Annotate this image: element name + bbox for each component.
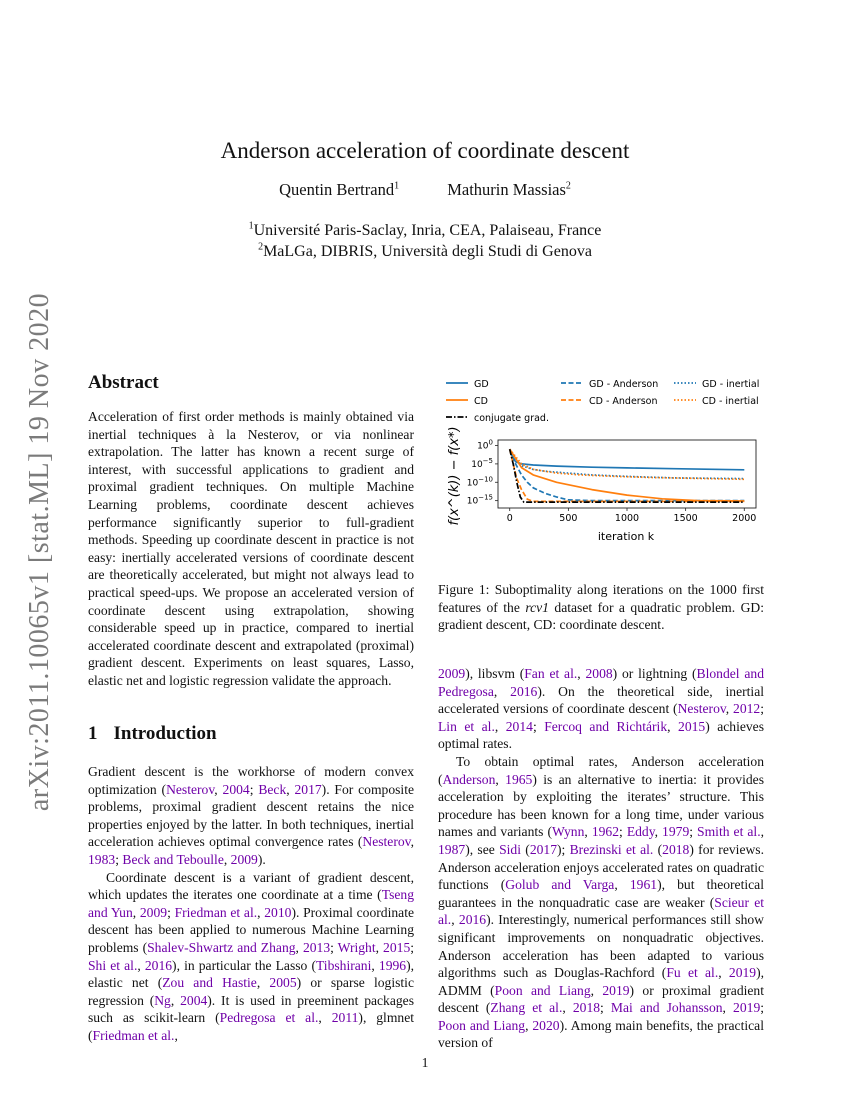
section-heading-introduction: 1 Introduction <box>88 723 217 744</box>
series-line-gd-inertial <box>510 449 745 478</box>
citation-link[interactable]: 2005 <box>269 975 297 991</box>
citation-link[interactable]: 2015 <box>678 718 706 734</box>
citation-link[interactable]: 2004 <box>180 992 208 1008</box>
author-2: Mathurin Massias$^2$ <box>447 180 571 199</box>
citation-link[interactable]: Friedman et al. <box>174 904 258 920</box>
paragraph-text: , <box>525 1017 533 1033</box>
citation-link[interactable]: 2018 <box>662 841 690 857</box>
citation-link[interactable]: 1965 <box>505 771 533 787</box>
citation-link[interactable]: 1987 <box>438 841 466 857</box>
legend-label-conjugate-grad: conjugate grad. <box>474 413 549 424</box>
citation-link[interactable]: Eddy <box>626 824 655 840</box>
paragraph-text: ). It is used in preeminent packages such as scikit-learn ( <box>88 992 415 1026</box>
series-line-cd-anderson <box>510 449 745 501</box>
paragraph-text: ) is an alternative to inertia: it provides acceleration by exploiting the iterates’ structure. This procedure has been known for a long time, under various names and variants ( <box>438 771 765 840</box>
paragraph-text: ). On the theoretical side, inertial accelerated versions of coordinate descent ( <box>438 683 765 717</box>
right-paragraph-2 <box>438 753 764 1052</box>
citation-link[interactable]: 2017 <box>529 841 557 857</box>
citation-link[interactable]: 1983 <box>88 851 116 867</box>
right-column-body <box>438 665 764 1052</box>
affiliation-2: $^2$MaLGa, DIBRIS, Università degli Studi di Genova <box>258 241 592 260</box>
paragraph-text: , <box>295 939 303 955</box>
citation-link[interactable]: Shalev-Shwartz and Zhang <box>147 939 296 955</box>
x-tick-label: 1000 <box>614 513 640 524</box>
paragraph-text: ) or proximal gradient descent ( <box>438 982 765 1016</box>
citation-link[interactable]: 2019 <box>733 1000 761 1016</box>
plot-frame <box>498 440 756 508</box>
legend-label-gd-inertial: GD - inertial <box>702 379 760 390</box>
citation-link[interactable]: Golub and Varga <box>505 877 615 893</box>
arxiv-identifier <box>20 282 60 822</box>
citation-link[interactable]: Ng <box>154 992 171 1008</box>
figure-1-caption: Figure 1: Suboptimality along iterations on the 1000 first features of the rcv1 dataset for a quadratic problem. GD: gradient descent, CD: coordinate descent. <box>438 582 764 633</box>
paragraph-text: ; <box>532 718 545 734</box>
y-tick-label: $10^0$ <box>477 438 493 452</box>
paragraph-text: ; <box>115 851 123 867</box>
legend-label-gd-anderson: GD - Anderson <box>589 379 659 390</box>
paragraph-text: ) or sparse logistic regression ( <box>88 975 414 1008</box>
citation-link[interactable]: Nesterov <box>166 781 215 797</box>
paragraph-text: ), ADMM ( <box>438 965 765 998</box>
legend-label-gd: GD <box>474 379 489 390</box>
author-list <box>0 180 850 200</box>
series-line-gd <box>510 449 745 470</box>
paragraph-text: , <box>170 992 181 1008</box>
legend-label-cd-inertial: CD - inertial <box>702 396 759 407</box>
citation-link[interactable]: Shi et al. <box>88 957 138 973</box>
x-axis-label: iteration k <box>597 530 655 543</box>
citation-link[interactable]: 2019 <box>728 965 757 981</box>
paragraph-text: ), but theoretical guarantees in the nonquadratic case are weaker ( <box>438 877 764 910</box>
paragraph-text: ), libsvm ( <box>465 666 525 681</box>
paragraph-text: , <box>718 965 729 981</box>
paragraph-text: , <box>286 781 295 797</box>
paragraph-text: , <box>174 1027 178 1043</box>
citation-link[interactable]: Zou and Hastie <box>162 975 257 991</box>
paragraph-text: , <box>562 1000 573 1016</box>
plot-area <box>467 439 757 524</box>
paragraph-text: Coordinate descent is a variant of gradient descent, which updates the iterates one coordinate at a time ( <box>88 869 414 903</box>
series-line-cd-inertial <box>510 449 745 479</box>
paragraph-text: ; <box>330 939 338 955</box>
paragraph-text: ; <box>249 781 259 797</box>
citation-link[interactable]: Blondel and Pedregosa <box>438 666 765 699</box>
citation-link[interactable]: 1996 <box>378 957 407 973</box>
x-tick-label: 0 <box>506 513 513 524</box>
paragraph-text: ; <box>619 824 627 840</box>
paragraph-text: ). Proximal coordinate descent has been applied to numerous Machine Learning problems ( <box>88 904 415 955</box>
x-tick-label: 1500 <box>673 513 698 524</box>
citation-link[interactable]: Zhang et al. <box>490 1000 563 1016</box>
paragraph-text: ). Interestingly, numerical performances still show significant improvements on nonquadratic objectives. Anderson acceleration has been adapted to various algorithms such as Douglas-Rachford ( <box>438 912 764 981</box>
citation-link[interactable]: Tseng and Yun <box>88 887 414 920</box>
citation-link[interactable]: 2017 <box>294 781 322 797</box>
y-axis-label: f(x^(k)) − f(x*) <box>447 426 462 526</box>
citation-link[interactable]: Sidi <box>499 841 521 857</box>
y-tick-label: $10^{-15}$ <box>466 493 493 507</box>
paragraph-text: ; <box>689 824 698 840</box>
paragraph-text: , <box>760 824 764 840</box>
paragraph-text: ), see <box>465 841 500 857</box>
abstract-body <box>88 408 414 690</box>
paragraph-text: , <box>375 939 384 955</box>
right-paragraph-1 <box>438 665 764 753</box>
paragraph-text: ; <box>410 939 415 955</box>
figure-1-chart <box>436 372 766 548</box>
paragraph-text: , <box>495 771 506 787</box>
paragraph-text: , <box>214 781 223 797</box>
paragraph-text: , <box>223 851 231 867</box>
citation-link[interactable]: 2009 <box>230 851 258 867</box>
paragraph-text: , <box>722 1000 734 1016</box>
citation-link[interactable]: Fan et al. <box>524 666 578 681</box>
paragraph-text: , <box>132 904 140 920</box>
abstract-text: Acceleration of first order methods is mainly obtained via inertial techniques à la Nesterov, or via nonlinear extrapolation. The latter has known a recent surge of interest, with successful applications to gradient and proximal gradient techniques. On multiple Machine Learning problems, coordinate descent achieves performance significantly superior to full-gradient methods. Speeding up coordinate descent in practice is not easy: inertially accelerated versions of coordinate descent are theoretically accelerated, but might not always lead to practical speed-ups. We propose an accelerated version of coordinate descent using extrapolation, showing considerable speed up in practice, compared to inertial accelerated coordinate descent and extrapolated (proximal) gradient descent. Experiments on least squares, Lasso, elastic net and logistic regression validate the approach. <box>88 409 414 688</box>
citation-link[interactable]: Pedregosa et al. <box>219 1010 319 1026</box>
citation-link[interactable]: Fercoq and Richtárik <box>544 718 668 734</box>
suboptimality-chart <box>436 372 766 544</box>
paragraph-text: , <box>493 683 511 699</box>
y-tick-label: $10^{-10}$ <box>466 475 493 489</box>
citation-link[interactable]: Poon and Liang <box>494 982 591 998</box>
paragraph-text: ). <box>257 851 266 867</box>
affiliation-1: $^1$Université Paris-Saclay, Inria, CEA, Palaiseau, France <box>248 220 602 239</box>
paragraph-text: , <box>584 824 592 840</box>
citation-link[interactable]: 2009 <box>139 904 168 920</box>
citation-link[interactable]: 2016 <box>458 912 487 928</box>
paragraph-text: Gradient descent is the workhorse of modern convex optimization ( <box>88 764 414 797</box>
paragraph-text: , <box>590 982 603 998</box>
citation-link[interactable]: 2019 <box>602 982 630 998</box>
chart-legend <box>446 379 759 424</box>
paragraph-text: , <box>257 904 265 920</box>
paragraph-text: ) for reviews. Anderson acceleration enjoys accelerated rates on quadratic functions ( <box>438 841 764 893</box>
paragraph-text: , <box>614 877 630 893</box>
citation-link[interactable]: Scieur et al. <box>438 894 764 928</box>
paragraph-text: ); <box>557 841 570 857</box>
series-line-cd <box>510 449 745 501</box>
citation-link[interactable]: Friedman et al. <box>92 1027 175 1043</box>
intro-paragraph-2 <box>88 869 414 1045</box>
citation-link[interactable]: 2011 <box>331 1010 359 1026</box>
paragraph-text: ), elastic net ( <box>88 957 415 991</box>
citation-link[interactable]: 2016 <box>144 957 173 973</box>
citation-link[interactable]: Mai and Johansson <box>610 1000 723 1016</box>
legend-label-cd: CD <box>474 396 488 407</box>
paragraph-text: ; <box>760 701 764 717</box>
introduction-body <box>88 763 414 1045</box>
paragraph-text: ; <box>760 1000 765 1016</box>
paragraph-text: ), in particular the Lasso ( <box>172 957 316 973</box>
citation-link[interactable]: 2016 <box>510 683 538 699</box>
citation-link[interactable]: 2010 <box>264 904 292 920</box>
citation-link[interactable]: 2012 <box>733 701 761 717</box>
abstract-heading: Abstract <box>88 372 159 393</box>
paragraph-text: , <box>577 666 586 681</box>
citation-link[interactable]: 1962 <box>591 824 619 840</box>
citation-link[interactable]: Nesterov <box>362 834 411 850</box>
paragraph-text: To obtain optimal rates, Anderson acceleration ( <box>438 753 764 787</box>
x-tick-label: 2000 <box>732 513 757 524</box>
author-1: Quentin Bertrand$^1$ <box>279 180 400 199</box>
paragraph-text: , <box>137 957 145 973</box>
paragraph-text: , <box>667 718 679 734</box>
citation-link[interactable]: Anderson <box>442 771 496 787</box>
paragraph-text: ). Among main benefits, the practical version of <box>438 1017 764 1051</box>
citation-link[interactable]: Wynn <box>551 824 585 840</box>
paragraph-text: , <box>371 957 379 973</box>
page-number: 1 <box>421 1055 429 1070</box>
arxiv-identifier-text: arXiv:2011.10065v1 [stat.ML] 19 Nov 2020 <box>24 292 55 812</box>
paragraph-text: , <box>318 1010 332 1026</box>
citation-link[interactable]: Lin et al. <box>438 718 495 734</box>
citation-link[interactable]: Beck and Teboulle <box>122 851 224 867</box>
x-tick-label: 500 <box>559 513 578 524</box>
paragraph-text: ), glmnet ( <box>88 1010 415 1043</box>
paragraph-text: , <box>256 975 270 991</box>
citation-link[interactable]: Fu et al. <box>666 965 719 981</box>
series-line-gd-anderson <box>510 449 745 500</box>
intro-paragraph-1 <box>88 763 414 869</box>
citation-link[interactable]: 2008 <box>585 666 613 681</box>
paragraph-text: ( <box>653 841 663 857</box>
paragraph-text: , <box>725 701 734 717</box>
paragraph-text: ; <box>167 904 175 920</box>
citation-link[interactable]: 2020 <box>532 1017 560 1033</box>
citation-link[interactable]: Wright <box>337 939 376 955</box>
paragraph-text: ) achieves optimal rates. <box>438 718 765 752</box>
citation-link[interactable]: 2009 <box>438 666 466 681</box>
citation-link[interactable]: Smith et al. <box>697 824 761 840</box>
paragraph-text: , <box>494 718 506 734</box>
paragraph-text: , <box>654 824 663 840</box>
citation-link[interactable]: 2014 <box>505 718 533 734</box>
citation-link[interactable]: 2004 <box>222 781 250 797</box>
paragraph-text: ; <box>600 1000 611 1016</box>
citation-link[interactable]: Beck <box>258 781 287 797</box>
legend-label-cd-anderson: CD - Anderson <box>589 396 658 407</box>
citation-link[interactable]: Brezinski et al. <box>569 841 654 857</box>
citation-link[interactable]: 2018 <box>572 1000 601 1016</box>
paragraph-text: ( <box>520 841 530 857</box>
citation-link[interactable]: 1979 <box>662 824 690 840</box>
citation-link[interactable]: Nesterov <box>677 701 726 717</box>
paragraph-text: , <box>451 912 459 928</box>
citation-link[interactable]: 2013 <box>302 939 331 955</box>
citation-link[interactable]: 2015 <box>383 939 411 955</box>
paper-title: Anderson acceleration of coordinate descent <box>220 138 630 163</box>
paragraph-text: ) or lightning ( <box>612 666 697 681</box>
paragraph-text: ). For composite problems, proximal gradient descent retains the nice properties enjoyed by the latter. In both techniques, inertial acceleration achieves optimal convergence rates ( <box>88 781 415 850</box>
citation-link[interactable]: Poon and Liang <box>438 1017 526 1033</box>
paragraph-text: , <box>410 834 414 850</box>
citation-link[interactable]: 1961 <box>629 877 658 893</box>
y-tick-label: $10^{-5}$ <box>471 456 493 470</box>
citation-link[interactable]: Tibshirani <box>315 957 372 973</box>
